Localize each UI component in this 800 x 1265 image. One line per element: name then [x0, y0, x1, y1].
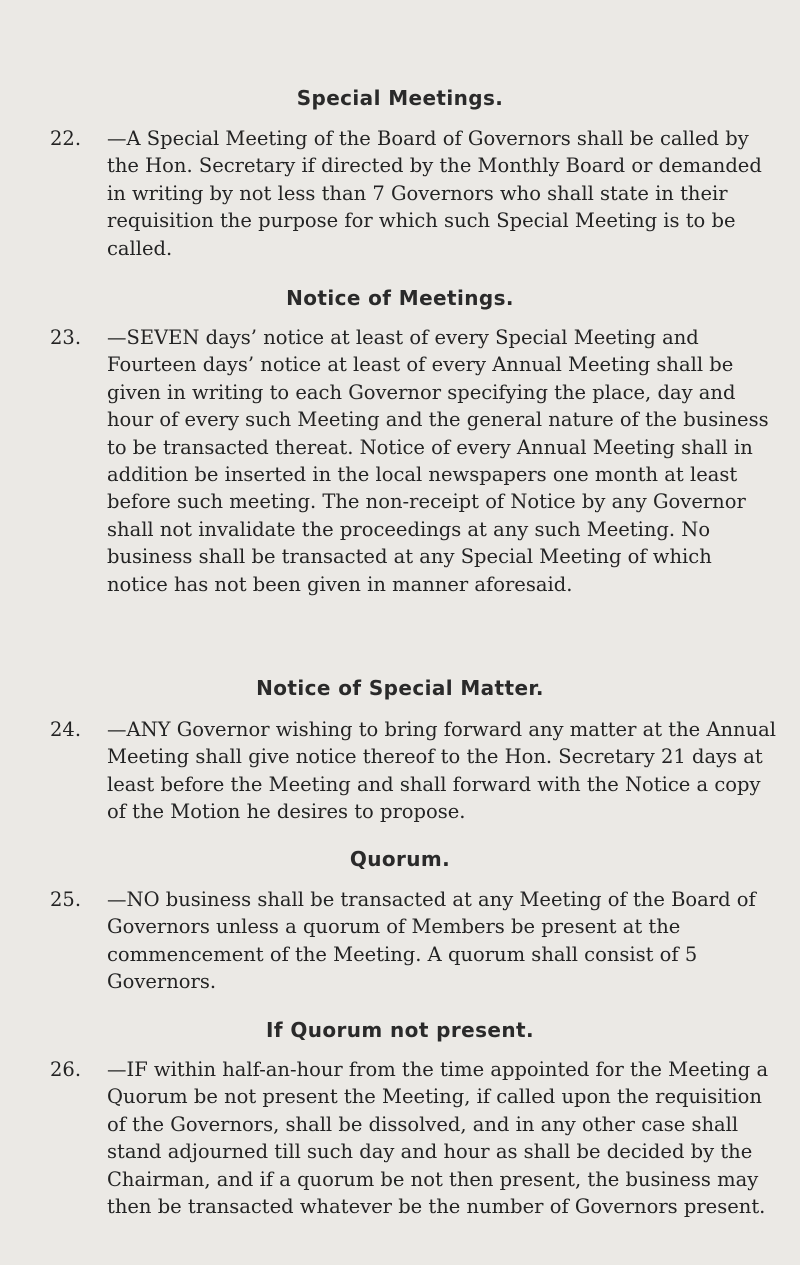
- clause-26: [50, 1056, 770, 1220]
- clause-text: —A Special Meeting of the Board of Governors shall be called by the Hon. Secretary if directed by the Monthly Board or demanded in writing by not less than 7 Governors who shall state in their requisition the purpose for which such Special Meeting is to be called.: [107, 127, 762, 260]
- clause-25: [50, 886, 770, 996]
- clause-22: [50, 125, 770, 262]
- clause-text: —ANY Governor wishing to bring forward any matter at the Annual Meeting shall give notice thereof to the Hon. Secretary 21 days at least before the Meeting and shall forward with the Notice a copy of the Motion he desires to propose.: [107, 718, 777, 824]
- clause-number: 25.: [50, 888, 82, 911]
- heading-quorum: Quorum.: [349, 847, 451, 871]
- clause-number: 24.: [50, 718, 82, 741]
- heading-notice-of-meetings: Notice of Meetings.: [286, 286, 514, 310]
- heading-if-quorum-not-present: If Quorum not present.: [266, 1018, 534, 1042]
- clause-number: 22.: [50, 127, 82, 150]
- clause-23: [50, 324, 770, 598]
- heading-notice-of-special-matter: Notice of Special Matter.: [256, 676, 544, 700]
- heading-special-meetings: Special Meetings.: [296, 86, 504, 110]
- clause-24: [50, 716, 777, 826]
- clause-number: 23.: [50, 326, 82, 349]
- clause-text: —SEVEN days’ notice at least of every Special Meeting and Fourteen days’ notice at least of every Annual Meeting shall be given in writing to each Governor specifying the place, day and hour of every such Meeting and the general nature of the business to be transacted thereat. Notice of every Annual Meeting shall in addition be inserted in the local newspapers one month at least before such meeting. The non-receipt of Notice by any Governor shall not invalidate the proceedings at any such Meeting. No business shall be transacted at any Special Meeting of which notice has not been given in manner aforesaid.: [107, 326, 769, 596]
- clause-number: 26.: [50, 1058, 82, 1081]
- clause-text: —NO business shall be transacted at any Meeting of the Board of Governors unless a quorum of Members be present at the commencement of the Meeting. A quorum shall consist of 5 Governors.: [107, 888, 756, 994]
- clause-text: —IF within half-an-hour from the time appointed for the Meeting a Quorum be not present the Meeting, if called upon the requisition of the Governors, shall be dissolved, and in any other case shall stand adjourned till such day and hour as shall be decided by the Chairman, and if a quorum be not then present, the business may then be transacted whatever be the number of Governors present.: [107, 1058, 769, 1219]
